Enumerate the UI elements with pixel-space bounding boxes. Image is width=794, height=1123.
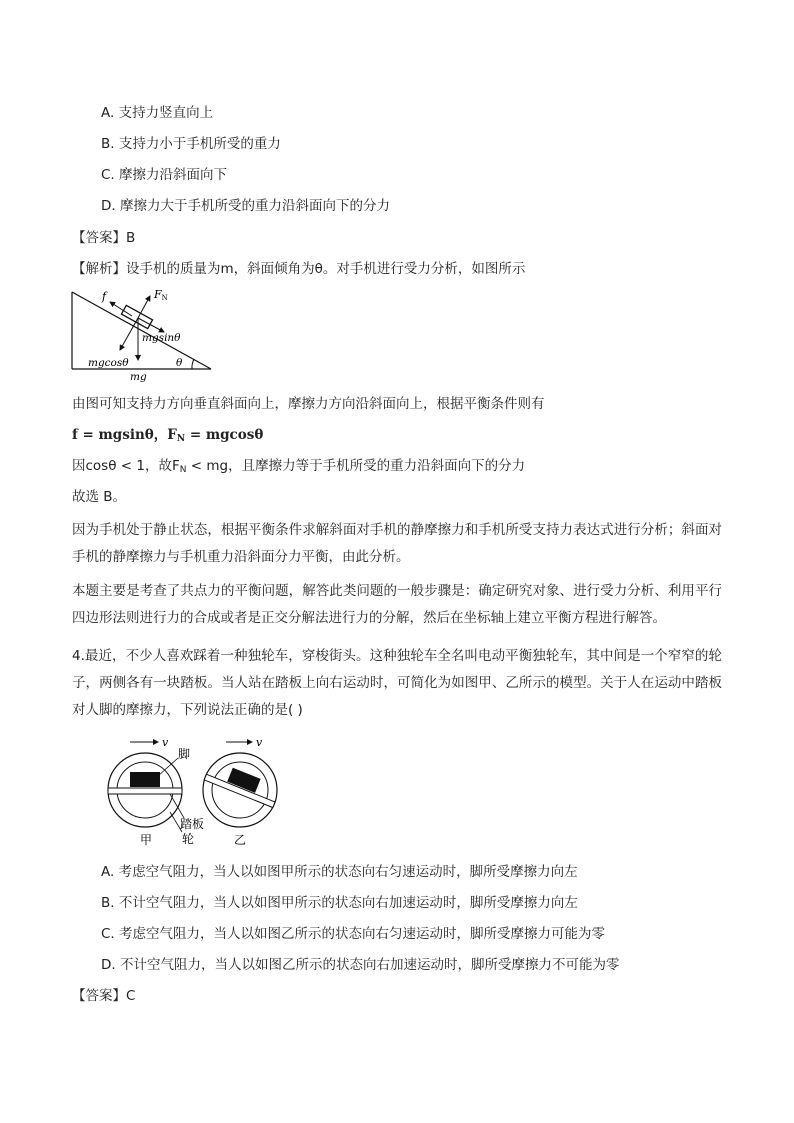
q3-option-b: B. 支持力小于手机所受的重力 — [101, 136, 281, 152]
analysis-text: 设手机的质量为m，斜面倾角为θ。对手机进行受力分析，如图所示 — [126, 261, 526, 277]
foot-jia — [130, 772, 160, 787]
unicycle-diagram — [100, 732, 300, 850]
label-jia: 甲 — [140, 833, 153, 847]
q3-choose: 故选 B。 — [72, 489, 127, 505]
label-pedal: 踏板 — [180, 817, 205, 831]
analysis-label: 【解析】 — [72, 261, 126, 277]
q3-option-d: D. 摩擦力大于手机所受的重力沿斜面向下的分力 — [101, 198, 390, 214]
q4-stem: 4.最近，不少人喜欢踩着一种独轮车，穿梭街头。这种独轮车全名叫电动平衡独轮车，其中间是一个窄窄的轮子，两侧各有一块踏板。当人站在踏板上向右运动时，可简化为如图甲、乙所示的模型。关于人在运动中踏板对人脚的摩擦力，下列说法正确的是( ) — [72, 648, 722, 718]
answer-label: 【答案】 — [72, 230, 126, 246]
q3-option-a: A. 支持力竖直向上 — [101, 105, 214, 121]
q4-option-a: A. 考虑空气阻力，当人以如图甲所示的状态向右匀速运动时，脚所受摩擦力向左 — [101, 864, 578, 880]
q3-explanation-paragraph: 因为手机处于静止状态，根据平衡条件求解斜面对手机的静摩擦力和手机所受支持力表达式进行分析；斜面对手机的静摩擦力与手机重力沿斜面分力平衡，由此分析。 — [72, 522, 722, 565]
phone-block — [121, 305, 152, 328]
label-v-jia: v — [162, 736, 169, 749]
q4-answer — [72, 986, 135, 1006]
q4-option-d: D. 不计空气阻力，当人以如图乙所示的状态向右加速运动时，脚所受摩擦力不可能为零 — [101, 957, 620, 973]
q3-because: 因cosθ < 1，故FN < mg，且摩擦力等于手机所受的重力沿斜面向下的分力 — [72, 458, 526, 475]
label-foot: 脚 — [178, 747, 191, 761]
q3-answer — [72, 228, 135, 248]
angle-arc — [192, 359, 194, 369]
answer-label: 【答案】 — [72, 988, 126, 1004]
label-theta: θ — [176, 357, 183, 369]
answer-value: B — [126, 230, 136, 246]
label-v-yi: v — [256, 736, 263, 749]
label-yi: 乙 — [234, 833, 247, 847]
q3-option-c: C. 摩擦力沿斜面向下 — [101, 167, 228, 183]
label-f: f — [102, 290, 107, 303]
label-fn: FN — [154, 288, 168, 302]
label-mgcos: mgcosθ — [88, 357, 129, 369]
q4-option-b: B. 不计空气阻力，当人以如图甲所示的状态向右加速运动时，脚所受摩擦力向左 — [101, 895, 578, 911]
answer-value: C — [126, 988, 136, 1004]
incline-force-diagram — [66, 284, 216, 382]
q4-option-c: C. 考虑空气阻力，当人以如图乙所示的状态向右匀速运动时，脚所受摩擦力可能为零 — [101, 926, 606, 942]
label-wheel: 轮 — [182, 832, 195, 846]
label-mg: mg — [130, 371, 147, 382]
label-mgsin: mgsinθ — [142, 332, 181, 344]
pedal-jia — [108, 788, 182, 794]
q3-summary-paragraph: 本题主要是考查了共点力的平衡问题，解答此类问题的一般步骤是：确定研究对象、进行受力分析、利用平行四边形法则进行力的合成或者是正交分解法进行力的分解，然后在坐标轴上建立平衡方程进行解答。 — [72, 583, 722, 626]
q3-analysis-intro — [72, 259, 525, 279]
q3-figure-conclusion: 由图可知支持力方向垂直斜面向上，摩擦力方向沿斜面向上，根据平衡条件则有 — [72, 396, 545, 412]
q3-equation: f = mgsinθ，FN = mgcosθ — [72, 427, 264, 444]
mgcos-arrow — [120, 318, 138, 350]
